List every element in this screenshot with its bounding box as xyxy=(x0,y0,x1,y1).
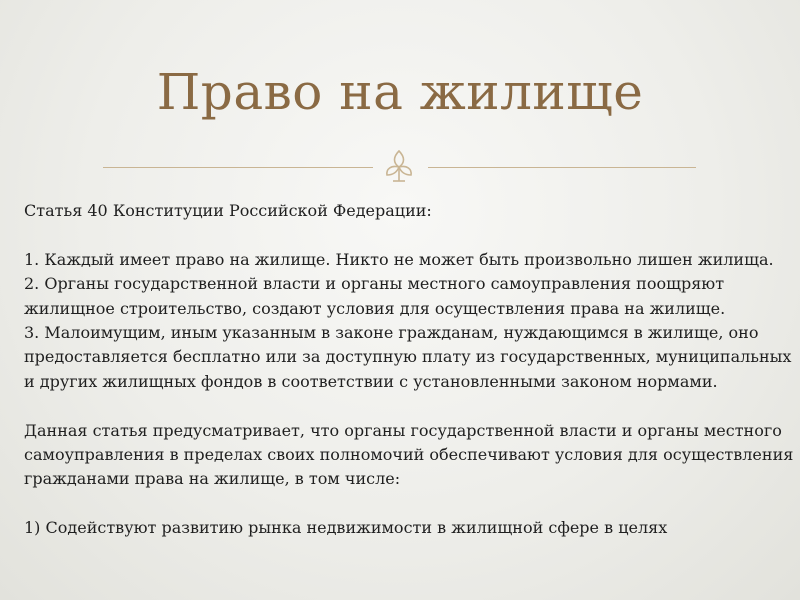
slide-title: Право на жилище xyxy=(156,63,644,121)
title-divider-right xyxy=(428,167,696,168)
article-item-3: 3. Малоимущим, иным указанным в законе гражданам, нуждающимся в жилище, оно предоставляется бесплатно или за доступную плату из государственных, муниципальных и других жилищных фондов в соответствии с установленными законом нормами. xyxy=(24,323,792,391)
article-heading: Статья 40 Конституции Российской Федерации: xyxy=(24,201,432,220)
article-item-1: 1. Каждый имеет право на жилище. Никто не может быть произвольно лишен жилища. xyxy=(24,249,774,269)
title-divider-left xyxy=(103,167,373,168)
list-item-1: 1) Содействуют развитию рынка недвижимости в жилищной сфере в целях xyxy=(24,518,668,538)
spacer xyxy=(24,394,800,418)
commentary-paragraph: Данная статья предусматривает, что органы государственной власти и органы местного самоуправления в пределах своих полномочий обеспечивают условия для осуществления гражданами права на жилище, в том числе: xyxy=(24,420,794,489)
slide-body xyxy=(24,199,800,541)
fleur-ornament-icon xyxy=(381,147,417,185)
spacer xyxy=(24,223,800,247)
article-item-2: 2. Органы государственной власти и органы местного самоуправления поощряют жилищное строительство, создают условия для осуществления права на жилище. xyxy=(24,274,726,318)
spacer xyxy=(24,492,800,516)
